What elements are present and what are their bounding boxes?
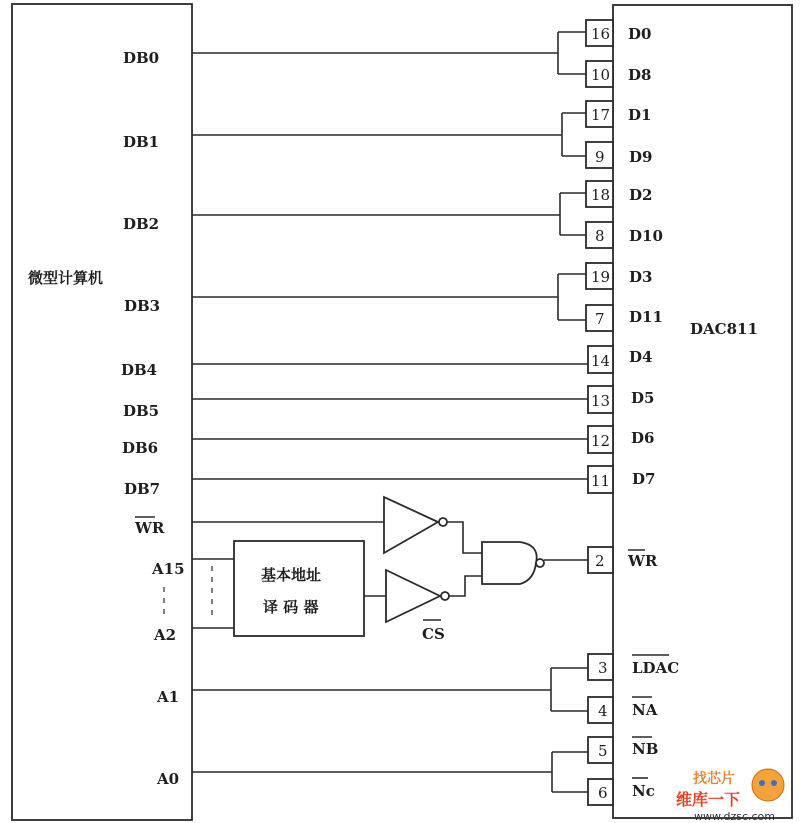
pin-name-d4: D4 <box>629 348 653 366</box>
svg-text:12: 12 <box>591 432 611 450</box>
db1-wire <box>192 113 588 156</box>
svg-text:7: 7 <box>595 310 605 328</box>
watermark-line2: 维库一下 <box>676 790 741 809</box>
svg-text:16: 16 <box>591 25 611 43</box>
db2-wire <box>192 193 588 235</box>
pin-name-d7: D7 <box>632 470 656 488</box>
a1-wire <box>192 668 588 711</box>
pin-name-d1: D1 <box>628 106 652 124</box>
watermark-line1: 找芯片 <box>693 771 735 787</box>
pin-name-nb: NB <box>632 740 659 758</box>
svg-text:11: 11 <box>591 472 611 490</box>
svg-text:18: 18 <box>591 186 611 204</box>
signal-db1: DB1 <box>123 133 160 151</box>
svg-text:5: 5 <box>598 742 608 760</box>
wr-inv-to-nand-wire <box>447 522 482 553</box>
signal-a1: A1 <box>157 688 180 706</box>
decoder-label-line2: 译 码 器 <box>263 598 319 616</box>
signal-db6: DB6 <box>122 439 159 457</box>
watermark-url: www.dzsc.com <box>694 810 776 823</box>
dac811-label: DAC811 <box>690 320 758 338</box>
cs-inv-to-nand-wire <box>449 576 482 596</box>
svg-text:9: 9 <box>595 148 605 166</box>
pin-name-d5: D5 <box>631 389 655 407</box>
pin-name-d11: D11 <box>629 308 663 326</box>
address-decoder-block <box>234 541 364 636</box>
nand-gate <box>482 542 544 584</box>
signal-wr: WR <box>135 519 165 537</box>
pin-name-d8: D8 <box>628 66 652 84</box>
pin-name-d10: D10 <box>629 227 663 245</box>
svg-text:8: 8 <box>595 227 605 245</box>
signal-db7: DB7 <box>124 480 161 498</box>
mascot-eye-icon <box>759 780 765 786</box>
svg-text:4: 4 <box>598 702 608 720</box>
inverter-triangle-icon <box>386 570 440 622</box>
signal-a0: A0 <box>157 770 180 788</box>
db0-wire <box>192 32 588 74</box>
db3-wire <box>192 274 588 320</box>
mascot-eye-icon <box>771 780 777 786</box>
wr-inverter <box>384 497 447 553</box>
signal-a15: A15 <box>152 560 185 578</box>
inverter-triangle-icon <box>384 497 438 553</box>
signal-db0: DB0 <box>123 49 160 67</box>
pin-name-d2: D2 <box>629 186 653 204</box>
pin-name-nc: Nc <box>632 782 655 800</box>
pin-name-d6: D6 <box>631 429 655 447</box>
pin-name-d3: D3 <box>629 268 653 286</box>
a0-wire <box>192 752 588 792</box>
signal-db5: DB5 <box>123 402 160 420</box>
svg-text:3: 3 <box>598 659 608 677</box>
signal-db4: DB4 <box>121 361 158 379</box>
cs-inverter <box>386 570 449 622</box>
pin-name-wr: WR <box>628 552 658 570</box>
pin-name-d9: D9 <box>629 148 653 166</box>
inverter-bubble-icon <box>441 592 449 600</box>
nand-bubble-icon <box>536 559 544 567</box>
dac811-block <box>613 5 792 818</box>
cs-label: CS <box>422 625 445 643</box>
inverter-bubble-icon <box>439 518 447 526</box>
pin-name-d0: D0 <box>628 25 652 43</box>
svg-text:13: 13 <box>591 392 611 410</box>
signal-a2: A2 <box>154 626 177 644</box>
svg-text:14: 14 <box>591 352 611 370</box>
signal-db2: DB2 <box>123 215 160 233</box>
svg-text:17: 17 <box>591 106 611 124</box>
pin-name-na: NA <box>632 701 658 719</box>
microcomputer-label: 微型计算机 <box>28 269 104 287</box>
pin-name-ldac: LDAC <box>632 659 680 677</box>
svg-text:2: 2 <box>595 552 605 570</box>
decoder-label-line1: 基本地址 <box>261 566 322 584</box>
nand-body-icon <box>482 542 537 584</box>
signal-db3: DB3 <box>124 297 161 315</box>
svg-text:10: 10 <box>591 66 611 84</box>
svg-text:6: 6 <box>598 784 608 802</box>
svg-text:19: 19 <box>591 268 611 286</box>
mascot-icon <box>752 769 784 801</box>
